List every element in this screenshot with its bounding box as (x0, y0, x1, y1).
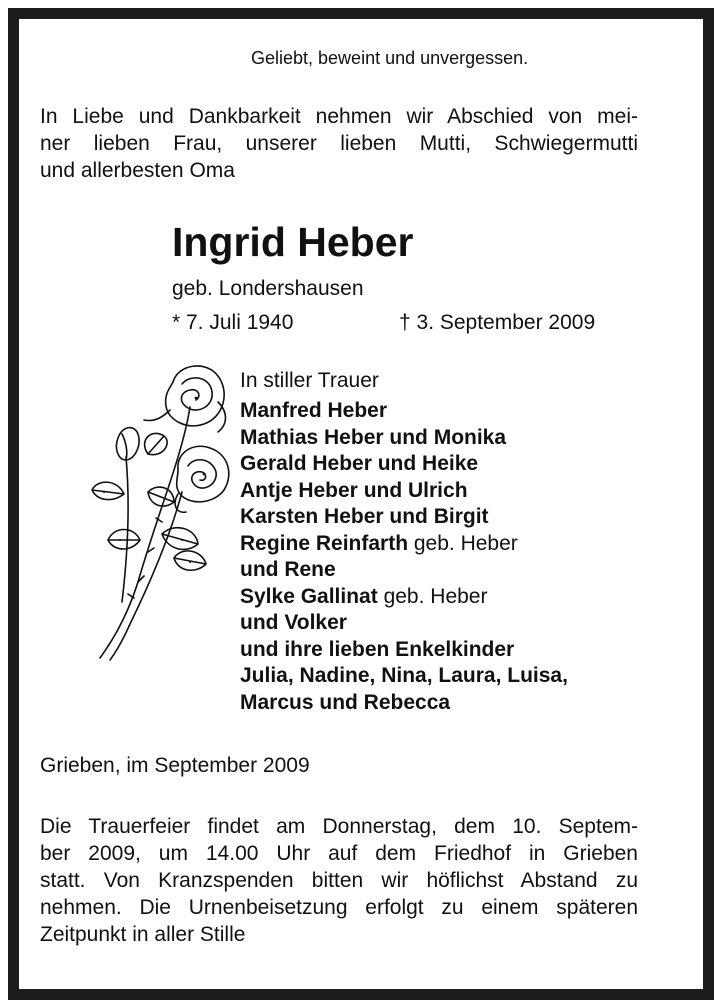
deceased-name: Ingrid Heber (172, 219, 414, 265)
mourner-entry (240, 663, 568, 690)
mourner-entry (240, 557, 568, 584)
birth-name: geb. Londershausen (172, 277, 364, 300)
intro-line: und allerbesten Oma (40, 159, 235, 182)
mourner-name: und ihre lieben Enkelkinder (240, 637, 515, 661)
notice-line: Zeitpunkt in aller Stille (40, 923, 246, 946)
funeral-notice (40, 813, 638, 948)
intro-line: ner lieben Frau, unserer lieben Mutti, Schwiegermutti (40, 132, 638, 155)
motto: Geliebt, beweint und unvergessen. (251, 48, 529, 68)
birth-date: * 7. Juli 1940 (172, 311, 294, 334)
death-date: † 3. September 2009 (399, 311, 596, 334)
intro-line: In Liebe und Dankbarkeit nehmen wir Abschied von mei- (40, 105, 638, 128)
mourner-entry (240, 690, 568, 717)
rose-drawing (78, 362, 238, 662)
mourner-entry (240, 584, 568, 611)
mourner-note: geb. Heber (377, 584, 488, 608)
mourner-name: und Volker (240, 611, 347, 634)
grief-heading: In stiller Trauer (240, 369, 379, 392)
mourner-entry (240, 531, 568, 558)
mourner-name: Mathias Heber und Monika (240, 425, 507, 449)
notice-line: Die Trauerfeier findet am Donnerstag, dem 10. Septem- (40, 815, 638, 838)
mourner-entry (240, 451, 568, 478)
life-dates (172, 309, 612, 336)
notice-line: statt. Von Kranzspenden bitten wir höflichst Abstand zu (40, 869, 638, 892)
mourner-entry (240, 504, 568, 531)
mourner-name: Manfred Heber (240, 399, 388, 422)
mourner-name: und Rene (240, 558, 336, 581)
mourner-entry (240, 425, 568, 452)
mourner-entry (240, 398, 568, 425)
mourner-entry (240, 478, 568, 505)
mourner-name: Gerald Heber und Heike (240, 452, 479, 475)
mourner-name: Marcus und Rebecca (240, 690, 451, 714)
notice-line: nehmen. Die Urnenbeisetzung erfolgt zu einem späteren (40, 896, 638, 919)
mourner-name: Regine Reinfarth (240, 531, 409, 555)
mourners-list (240, 398, 568, 716)
mourner-name: Sylke Gallinat (240, 584, 378, 608)
notice-line: ber 2009, um 14.00 Uhr auf dem Friedhof in Grieben (40, 842, 638, 865)
place-date: Grieben, im September 2009 (40, 754, 310, 777)
mourner-name: Karsten Heber und Birgit (240, 505, 489, 528)
mourner-name: Julia, Nadine, Nina, Laura, Luisa, (240, 664, 568, 687)
mourner-note: geb. Heber (408, 531, 518, 555)
intro-text (40, 103, 638, 184)
mourner-name: Antje Heber und Ulrich (240, 478, 468, 502)
mourner-entry (240, 610, 568, 637)
mourner-entry (240, 637, 568, 664)
